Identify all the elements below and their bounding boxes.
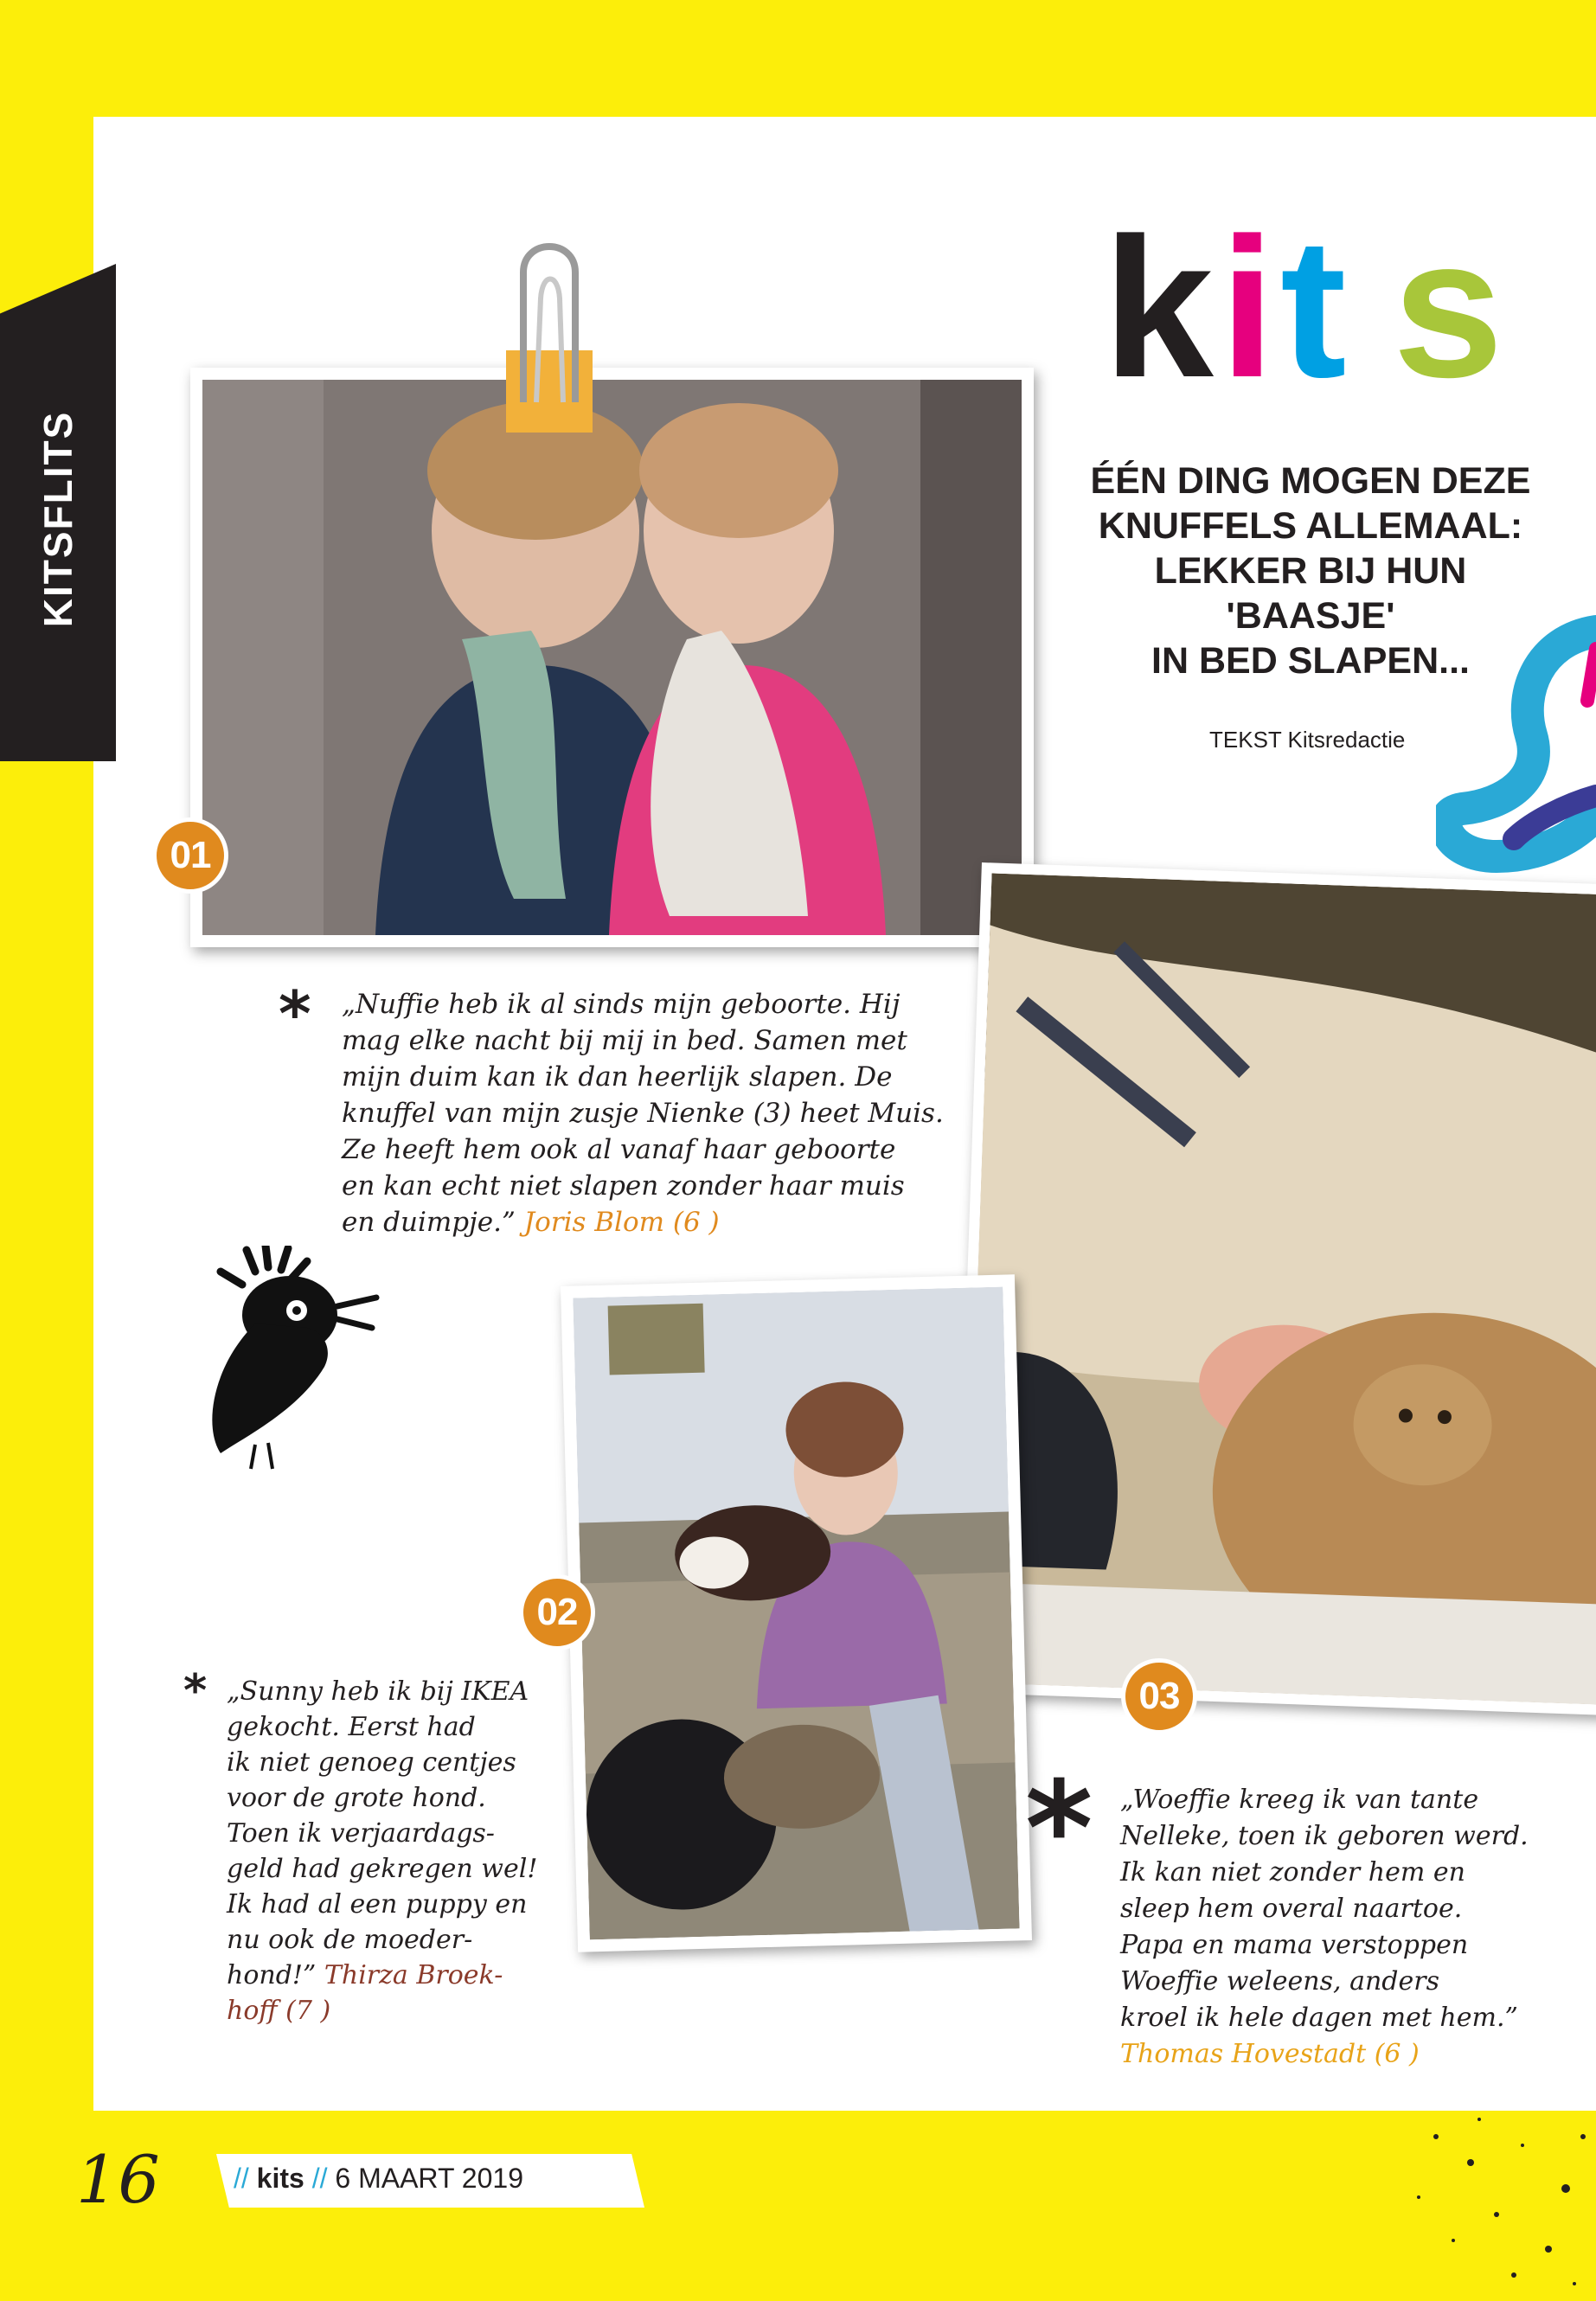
quote-1-line: Ze heeft hem ook al vanaf haar geboorte: [342, 1134, 896, 1165]
asterisk-icon-1: *: [279, 977, 311, 1050]
quote-2-line: ik niet genoeg centjes: [227, 1747, 516, 1778]
quote-1-line: mag elke nacht bij mij in bed. Samen met: [342, 1025, 907, 1056]
credit-text: TEKST Kitsredactie: [1209, 727, 1406, 753]
footer-text: [234, 2163, 523, 2195]
quote-1-line: en kan echt niet slapen zonder haar muis: [342, 1170, 905, 1202]
headline-line-1: ÉÉN DING MOGEN DEZE: [1090, 460, 1531, 502]
photo-03: [952, 862, 1596, 1715]
quote-2-line: Toen ik verjaardags-: [227, 1818, 495, 1849]
asterisk-icon-3: *: [1025, 1754, 1093, 1905]
quote-1-line: knuffel van mijn zusje Nienke (3) heet Muis.: [342, 1098, 944, 1129]
binder-clip-icon: [489, 221, 610, 433]
footer-separator-1: //: [234, 2163, 249, 2194]
quote-2-line: Ik had al een puppy en: [227, 1889, 528, 1920]
ink-splatter-decoration: [1401, 2111, 1596, 2301]
footer-date: 6 MAART 2019: [335, 2163, 523, 2194]
quote-3-line: kroel ik hele dagen met hem.”: [1120, 2003, 1518, 2033]
swirl-decoration: [1436, 597, 1596, 874]
quote-2-author-2: hoff (7 ): [227, 1996, 331, 2026]
logo-letter-i: i: [1220, 196, 1275, 419]
photo-01-image: [202, 380, 1022, 935]
photo-02-image: [573, 1287, 1019, 1940]
badge-01: 01: [152, 817, 228, 894]
footer-brand: kits: [256, 2163, 304, 2194]
quote-2-line: geld had gekregen wel!: [227, 1854, 538, 1884]
logo-letter-s: s: [1393, 196, 1503, 419]
quote-3-line: Papa en mama verstoppen: [1120, 1930, 1469, 1960]
quote-2-line: „Sunny heb ik bij IKEA: [227, 1676, 529, 1707]
quote-3: [1120, 1782, 1587, 2073]
headline-line-2: KNUFFELS ALLEMAAL:: [1098, 505, 1523, 547]
quote-3-line: Ik kan niet zonder hem en: [1120, 1857, 1465, 1888]
quote-3-author: Thomas Hovestadt (6 ): [1120, 2039, 1420, 2069]
photo-03-image: [964, 873, 1596, 1705]
headline-line-4: IN BED SLAPEN...: [1151, 640, 1470, 682]
logo-letter-k: k: [1103, 196, 1214, 419]
page-number: 16: [76, 2141, 160, 2218]
quote-1-line: [342, 1204, 965, 1240]
quote-3-line: sleep hem overal naartoe.: [1120, 1894, 1463, 1924]
quote-2-line: voor de grote hond.: [227, 1783, 486, 1813]
kits-logo: [1094, 186, 1596, 420]
asterisk-icon-2: *: [183, 1665, 208, 1717]
quote-3-line: Woeffie weleens, anders: [1120, 1966, 1439, 1997]
bird-illustration: [195, 1246, 381, 1471]
quote-1-line: en duimpje.”: [342, 1207, 516, 1238]
quote-2-author-1: Thirza Broek-: [324, 1960, 503, 1990]
quote-2-line: gekocht. Eerst had: [227, 1712, 476, 1742]
badge-03: 03: [1121, 1658, 1197, 1734]
quote-1-line: mijn duim kan ik dan heerlijk slapen. De: [342, 1061, 893, 1093]
quote-1: [342, 986, 965, 1240]
quote-3-line: Nelleke, toen ik geboren werd.: [1120, 1821, 1529, 1851]
headline-line-3: LEKKER BIJ HUN 'BAASJE': [1154, 550, 1467, 637]
quote-2: [227, 1674, 573, 2029]
quote-2-line: hond!”: [227, 1960, 317, 1990]
quote-1-author: Joris Blom (6 ): [523, 1207, 720, 1238]
quote-3-line: „Woeffie kreeg ik van tante: [1120, 1785, 1479, 1815]
quote-2-line: nu ook de moeder-: [227, 1925, 473, 1955]
quote-1-line: „Nuffie heb ik al sinds mijn geboorte. Hij: [342, 989, 901, 1020]
photo-01: [190, 368, 1034, 947]
section-label: KITSFLITS: [35, 410, 80, 628]
logo-letter-t: t: [1280, 196, 1347, 419]
footer-separator-2: //: [311, 2163, 328, 2194]
badge-02: 02: [519, 1574, 595, 1650]
photo-02: [561, 1274, 1032, 1952]
